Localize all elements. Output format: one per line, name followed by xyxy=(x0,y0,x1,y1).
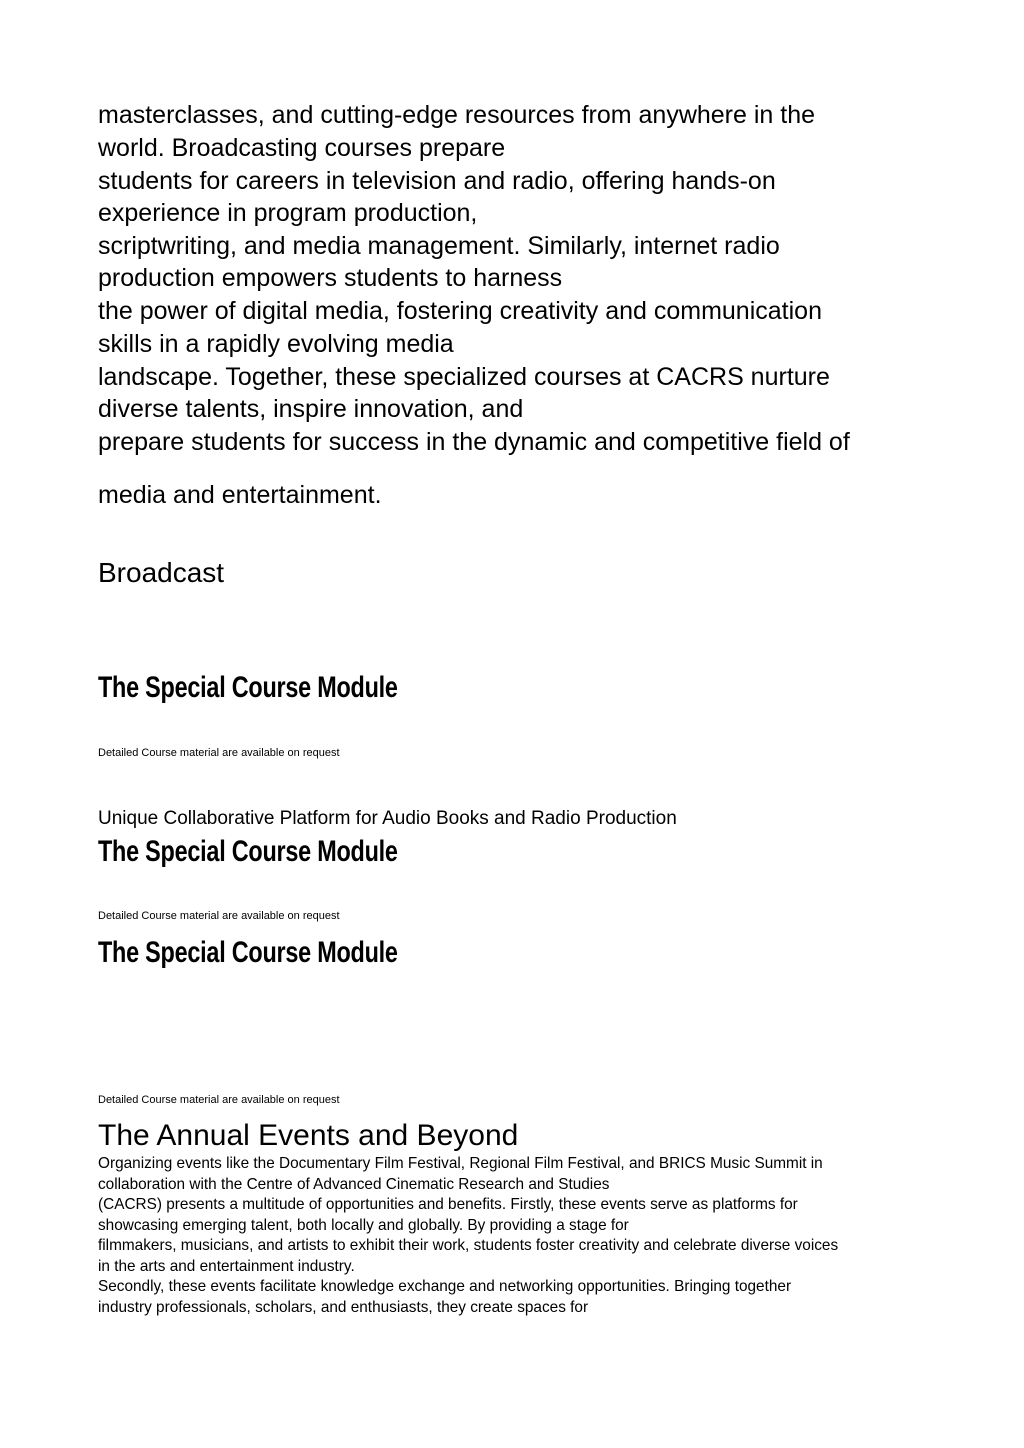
intro-line: students for careers in television and radio, offering hands-on xyxy=(98,167,776,195)
module-note: Detailed Course material are available on request xyxy=(98,1094,340,1106)
events-line: Organizing events like the Documentary Film Festival, Regional Film Festival, and BRICS Music Summit in xyxy=(98,1155,823,1172)
intro-line: the power of digital media, fostering creativity and communication xyxy=(98,297,822,325)
broadcast-heading: Broadcast xyxy=(98,557,225,588)
platform-heading: Unique Collaborative Platform for Audio Books and Radio Production xyxy=(98,808,677,829)
events-line: Secondly, these events facilitate knowledge exchange and networking opportunities. Bringing together xyxy=(98,1278,792,1295)
intro-line: world. Broadcasting courses prepare xyxy=(98,134,506,162)
module-note: Detailed Course material are available on request xyxy=(98,910,340,922)
events-line: (CACRS) presents a multitude of opportunities and benefits. Firstly, these events serve as platforms for xyxy=(98,1196,798,1213)
intro-line: scriptwriting, and media management. Similarly, internet radio xyxy=(98,232,780,260)
module-note: Detailed Course material are available on request xyxy=(98,747,340,759)
intro-line: skills in a rapidly evolving media xyxy=(98,330,454,358)
intro-line: diverse talents, inspire innovation, and xyxy=(98,395,524,423)
intro-line: prepare students for success in the dynamic and competitive field of xyxy=(98,428,850,456)
events-line: industry professionals, scholars, and enthusiasts, they create spaces for xyxy=(98,1299,589,1316)
intro-line: production empowers students to harness xyxy=(98,264,563,292)
module-title: The Special Course Module xyxy=(98,835,398,868)
events-heading: The Annual Events and Beyond xyxy=(98,1119,519,1152)
intro-line: experience in program production, xyxy=(98,199,478,227)
events-line: in the arts and entertainment industry. xyxy=(98,1258,355,1275)
intro-line: media and entertainment. xyxy=(98,481,382,509)
module-title: The Special Course Module xyxy=(98,936,398,969)
intro-line: landscape. Together, these specialized courses at CACRS nurture xyxy=(98,363,830,391)
events-line: filmmakers, musicians, and artists to exhibit their work, students foster creativity and celebrate diverse voices xyxy=(98,1237,839,1254)
events-line: collaboration with the Centre of Advanced Cinematic Research and Studies xyxy=(98,1176,610,1193)
intro-line: masterclasses, and cutting-edge resources from anywhere in the xyxy=(98,101,816,129)
events-line: showcasing emerging talent, both locally and globally. By providing a stage for xyxy=(98,1217,629,1234)
module-title: The Special Course Module xyxy=(98,671,398,704)
